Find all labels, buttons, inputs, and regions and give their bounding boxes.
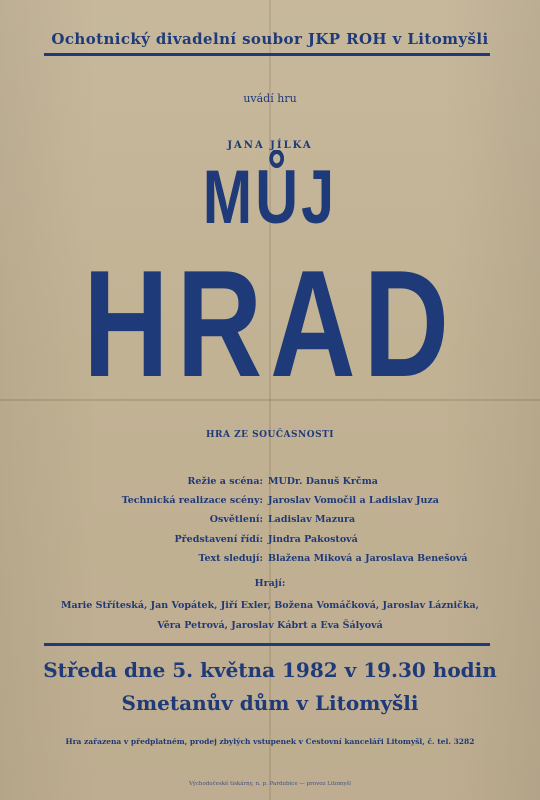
- credit-role: Režie a scéna:: [187, 476, 263, 487]
- printer-imprint: Východočeské tiskárny, n. p. Pardubice — provoz Litomyšl: [188, 781, 352, 787]
- credit-row: [0, 549, 540, 568]
- bottom-rule: [44, 643, 490, 646]
- credit-role: Představení řídí:: [174, 533, 263, 545]
- credit-name: Jaroslav Vomočil a Ladislav Juza: [268, 495, 439, 507]
- credit-role: Text sledují:: [198, 552, 263, 564]
- presents-text: uvádí hru: [243, 92, 297, 105]
- credit-role: Osvětlení:: [209, 514, 263, 526]
- ticket-note: Hra zařazena v předplatném, prodej zbylých vstupenek v Cestovní kanceláři Litomyšl, č. tel. 3282: [65, 737, 475, 746]
- cast-list: [0, 596, 540, 636]
- credit-name: Ladislav Mazura: [268, 514, 356, 526]
- play-subtitle: HRA ZE SOUČASNOSTI: [206, 430, 334, 440]
- cast-line-1: Marie Stříteská, Jan Vopátek, Jiří Exler, Božena Vomáčková, Jaroslav Láznička,: [61, 600, 479, 611]
- credit-name: MUDr. Danuš Krčma: [268, 476, 378, 487]
- credit-name: Blažena Miková a Jaroslava Benešová: [268, 552, 468, 564]
- credits-list: [0, 472, 540, 568]
- title-line-2: HRAD: [83, 239, 457, 409]
- credit-row: [0, 491, 540, 510]
- performance-date: Středa dne 5. května 1982 v 19.30 hodin: [43, 658, 497, 682]
- credit-role: Technická realizace scény:: [121, 495, 263, 507]
- credit-row: [0, 472, 540, 491]
- cast-line-2: Věra Petrová, Jaroslav Kábrt a Eva Šályová: [157, 620, 383, 631]
- title-line-1: MŮJ: [202, 155, 338, 240]
- ensemble-header: Ochotnický divadelní soubor JKP ROH v Litomyšli: [51, 30, 489, 48]
- top-rule: [44, 53, 490, 56]
- credit-name: Jindra Pakostová: [268, 533, 358, 545]
- credit-row: [0, 530, 540, 549]
- credit-row: [0, 510, 540, 529]
- performance-venue: Smetanův dům v Litomyšli: [121, 691, 419, 715]
- cast-label: Hrají:: [254, 578, 286, 589]
- author-name: JANA JÍLKA: [227, 140, 313, 151]
